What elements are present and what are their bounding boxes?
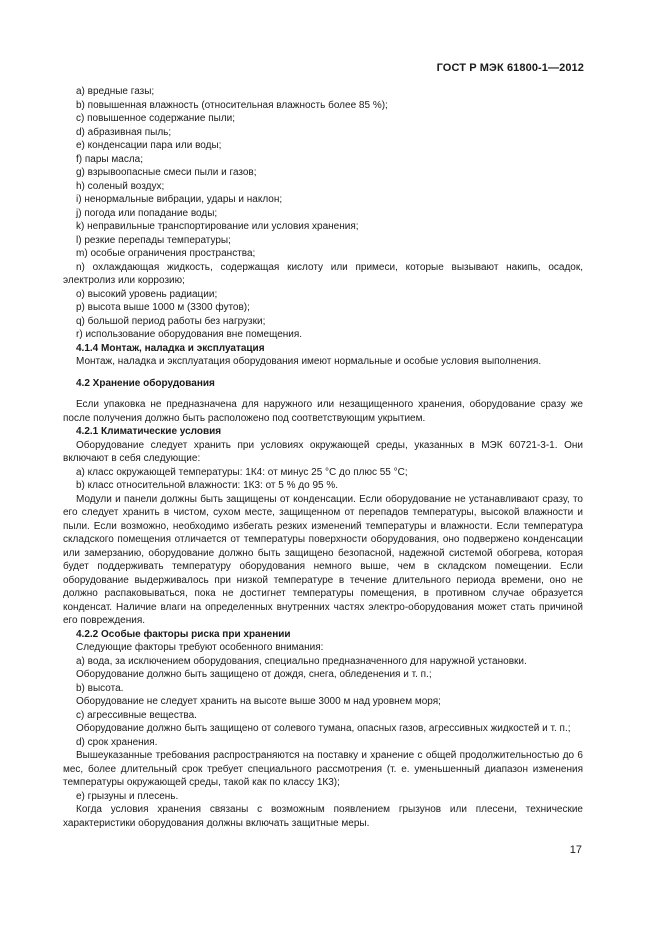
list-item: j) погода или попадание воды; <box>76 207 218 219</box>
list-item: a) вода, за исключением оборудования, специально предназначенного для наружной установки. <box>76 655 527 667</box>
list-item-text: Оборудование должно быть защищено от дождя, снега, обледенения и т. п.; <box>76 669 432 680</box>
section-heading-4-1-4: 4.1.4 Монтаж, наладка и эксплуатация <box>76 342 265 354</box>
page-number: 17 <box>569 844 582 856</box>
list-item: p) высота выше 1000 м (3300 футов); <box>76 302 250 313</box>
list-item: n) охлаждающая жидкость, содержащая кислоту или примеси, которые вызывают накипь, осадок, электролиз или коррозию; <box>63 261 583 286</box>
list-item: b) высота. <box>76 682 124 694</box>
list-item: a) класс окружающей температуры: 1К4: от минус 25 °С до плюс 55 °С; <box>76 466 408 478</box>
list-item: c) повышенное содержание пыли; <box>76 113 236 124</box>
list-item: q) большой период работы без нагрузки; <box>76 315 266 327</box>
list-item-text: Оборудование не следует хранить на высоте выше 3000 м над уровнем моря; <box>76 696 441 707</box>
list-item: b) класс относительной влажности: 1К3: от 5 % до 95 %. <box>76 480 339 491</box>
list-item: b) повышенная влажность (относительная влажность более 85 %); <box>76 99 388 111</box>
list-item: h) соленый воздух; <box>76 180 165 192</box>
section-intro-4-2-1: Оборудование следует хранить при условиях окружающей среды, указанных в МЭК 60721-3-1. Они включают в себя следующие: <box>63 439 583 464</box>
section-heading-4-2-2: 4.2.2 Особые факторы риска при хранении <box>76 628 291 640</box>
section-text-4-2: Если упаковка не предназначена для наружного или незащищенного хранения, оборудование сразу же после получения должно быть расположено под соответствующим укрытием. <box>63 399 583 424</box>
list-item: d) срок хранения. <box>76 736 158 748</box>
list-item: l) резкие перепады температуры; <box>76 234 231 246</box>
list-item: e) конденсации пара или воды; <box>76 140 222 151</box>
section-heading-4-2-1: 4.2.1 Климатические условия <box>76 426 222 437</box>
list-item-text: Вышеуказанные требования распространяются на поставку и хранение с общей продолжительностью до 6 мес, более длительный срок требует специального рассмотрения (т. е. уменьшенный диапазон изменения температуры окружающей среды, такой как по классу 1К3); <box>63 750 583 788</box>
list-item: g) взрывоопасные смеси пыли и газов; <box>76 167 257 178</box>
section-text-4-1-4: Монтаж, наладка и эксплуатация оборудования имеют нормальные и особые условия выполнения. <box>76 356 542 367</box>
list-item: o) высокий уровень радиации; <box>76 288 218 300</box>
list-item: a) вредные газы; <box>76 86 155 97</box>
list-item: r) использование оборудования вне помещения. <box>76 329 303 340</box>
list-item: d) абразивная пыль; <box>76 126 172 138</box>
conditions-list <box>63 85 583 342</box>
list-item-text: Когда условия хранения связаны с возможным появлением грызунов или плесени, технические характеристики оборудования должны включать защитные меры. <box>63 804 583 829</box>
page-content <box>63 85 583 830</box>
list-item-text: Оборудование должно быть защищено от солевого тумана, опасных газов, агрессивных жидкостей и т. п.; <box>76 723 571 734</box>
list-item: m) особые ограничения пространства; <box>76 248 256 259</box>
list-item: c) агрессивные вещества. <box>76 709 197 721</box>
section-intro-4-2-2: Следующие факторы требуют особенного внимания: <box>76 642 324 653</box>
list-item: i) ненормальные вибрации, удары и наклон; <box>76 194 283 205</box>
list-item: k) неправильные транспортирование или условия хранения; <box>76 221 359 232</box>
section-heading-4-2: 4.2 Хранение оборудования <box>76 377 215 389</box>
list-item: e) грызуны и плесень. <box>76 790 179 802</box>
standard-header: ГОСТ Р МЭК 61800-1—2012 <box>436 62 584 74</box>
section-paragraph-4-2-1: Модули и панели должны быть защищены от конденсации. Если оборудование не устанавливают сразу, то его следует хранить в чистом, сухом месте, защищенном от перепадов температуры, высокой влажности и пыли. Если возможно, необходимо избегать резких изменений температуры и влажности. Если температура складского помещения отличается от температуры поверхности оборудования, оно подвержено конденсации или замерзанию, оборудование должно быть защищено безопасной, надежной системой обогрева, которая будет поддерживать температуру оборудования немного выше, чем в складском помещении. Если оборудование выдерживалось при низкой температуре в течение длительного периода времени, оно не должно распаковываться, пока не достигнет температуры помещения, в противном случае образуется конденсат. Наличие влаги на определенных внутренних частях электро-оборудования может стать причиной его повреждения. <box>63 493 583 626</box>
list-item: f) пары масла; <box>76 153 144 165</box>
